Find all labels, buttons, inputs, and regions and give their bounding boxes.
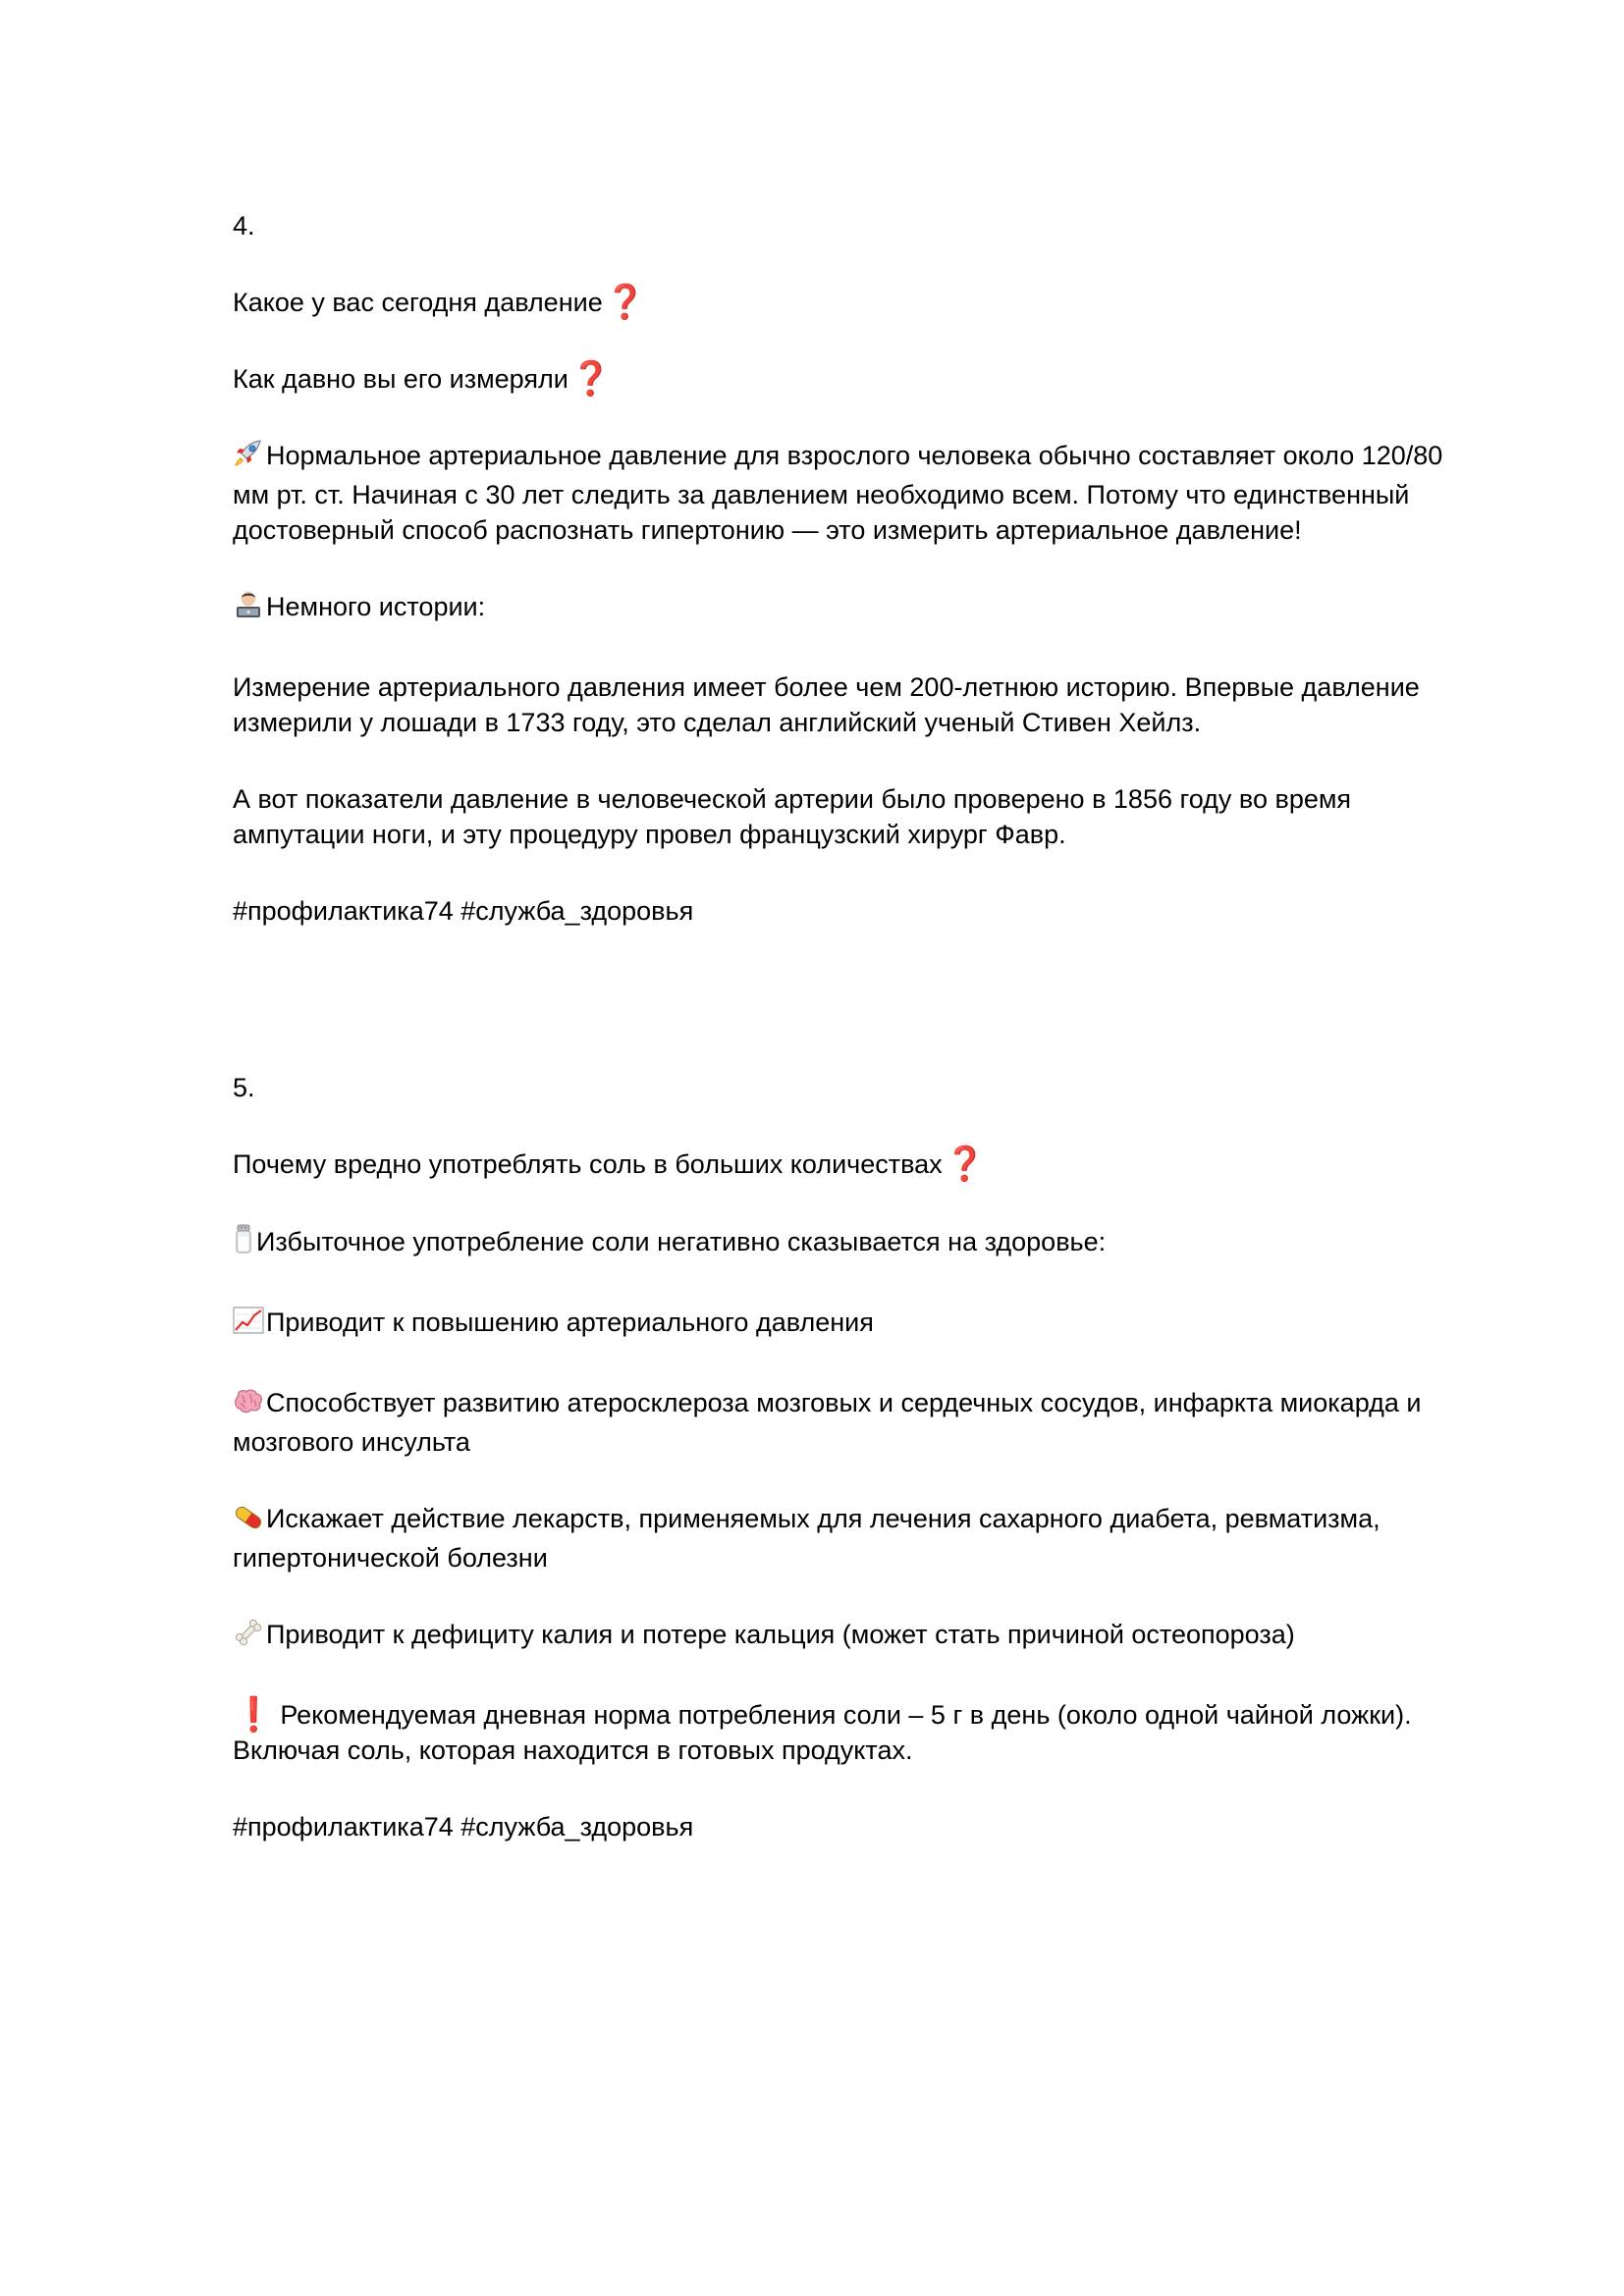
bone-icon	[233, 1618, 264, 1656]
brain-icon	[233, 1388, 264, 1424]
person-at-laptop-icon	[233, 590, 264, 628]
exclamation-icon: ❗	[233, 1696, 275, 1734]
question-mark-icon: ❓	[604, 284, 647, 321]
section-4	[233, 208, 1480, 929]
pressure-question: Какое у вас сегодня давление❓	[233, 284, 647, 321]
history-paragraph-2: А вот показатели давление в человеческой артерии было проверено в 1856 году во время ампутации ноги, и эту процедуру провел французский хирург Фавр.	[233, 784, 1352, 849]
normal-pressure-paragraph: Нормальное артериальное давление для взрослого человека обычно составляет около 120/80 мм рт. ст. Начиная с 30 лет следить за давлением необходимо всем. Потому что единственный достоверный способ распознать гипертонию — это измерить артериальное давление!	[233, 441, 1443, 545]
hashtags: #профилактика74 #служба_здоровья	[233, 1812, 694, 1842]
effect-item-3: Искажает действие лекарств, применяемых для лечения сахарного диабета, ревматизма, гипертонической болезни	[233, 1504, 1380, 1573]
rocket-icon	[233, 439, 264, 477]
chart-increasing-icon	[233, 1306, 264, 1344]
section-5	[233, 1070, 1480, 1844]
salt-question: Почему вредно употреблять соль в больших количествах❓	[233, 1146, 987, 1183]
history-heading: Немного истории:	[233, 589, 1480, 628]
question-mark-icon: ❓	[569, 360, 613, 398]
history-paragraph-1: Измерение артериального давления имеет более чем 200-летнюю историю. Впервые давление измерили у лошади в 1733 году, это сделал английский ученый Стивен Хейлз.	[233, 672, 1420, 737]
pill-icon	[233, 1504, 264, 1540]
measure-question: Как давно вы его измеряли❓	[233, 360, 613, 398]
section-number: 4.	[233, 211, 255, 240]
recommendation: ❗ Рекомендуемая дневная норма потребления соли – 5 г в день (около одной чайной ложки). Включая соль, которая находится в готовых продуктах.	[233, 1696, 1412, 1765]
question-mark-icon: ❓	[944, 1146, 987, 1183]
effect-item-4: Приводит к дефициту калия и потере кальция (может стать причиной остеопороза)	[233, 1617, 1480, 1656]
salt-shaker-icon	[233, 1223, 254, 1263]
salt-intro: Избыточное употребление соли негативно сказывается на здоровье:	[233, 1223, 1480, 1263]
hashtags: #профилактика74 #служба_здоровья	[233, 896, 694, 926]
effect-item-2: Способствует развитию атеросклероза мозговых и сердечных сосудов, инфаркта миокарда и мозгового инсульта	[233, 1388, 1422, 1457]
effect-item-1: Приводит к повышению артериального давления	[233, 1305, 1480, 1344]
section-number: 5.	[233, 1073, 255, 1102]
